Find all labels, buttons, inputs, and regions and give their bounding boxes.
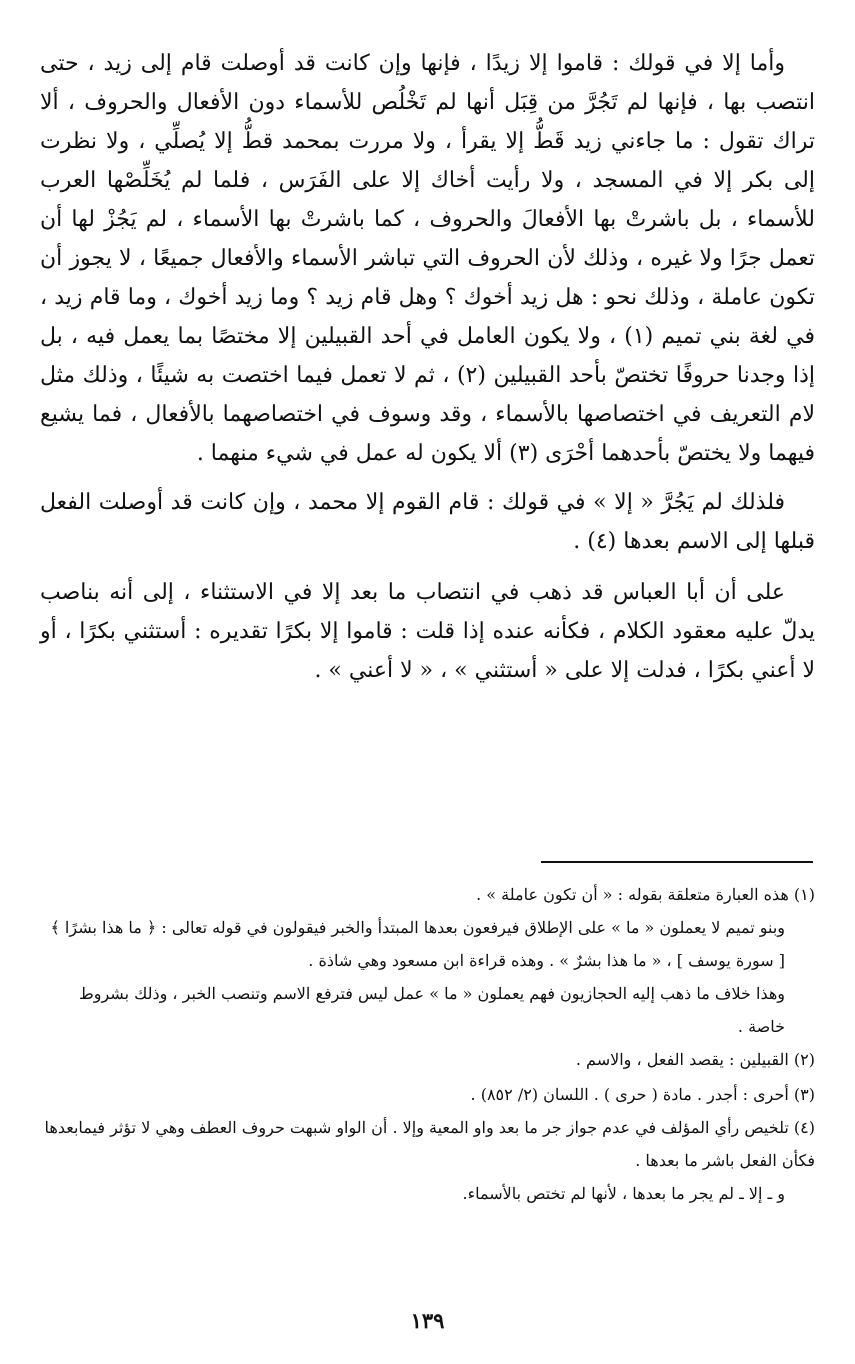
footnote-4-continuation: و ـ إلا ـ لم يجر ما بعدها ، لأنها لم تختص بالأسماء.: [462, 1184, 785, 1203]
footnote-1: (١) هذه العبارة متعلقة بقوله : « أن تكون عاملة » .: [476, 885, 815, 904]
paragraph-3: على أن أبا العباس قد ذهب في انتصاب ما بعد إلا في الاستثناء ، إلى أنه بناصب يدلّ عليه معقود الكلام ، فكأنه عنده إذا قلت : قاموا إلا بكرًا تقديره : أستثني بكرًا ، أو لا أعني بكرًا ، فدلت إلا على « أستثني » ، « لا أعني » .: [40, 580, 815, 683]
footnote-2: (٢) القبيلين : يقصد الفعل ، والاسم .: [575, 1050, 815, 1069]
main-text: [40, 44, 815, 690]
page-number: ١٣٩: [410, 1308, 445, 1333]
footnote-1-continuation: وبنو تميم لا يعملون « ما » على الإطلاق فيرفعون بعدها المبتدأ والخبر فيقولون في قوله تعالى : ﴿ ما هذا بشرًا ﴾ [ سورة يوسف ] ، « ما هذا بشرٌ » . وهذه قراءة ابن مسعود وهي شاذة .: [50, 918, 785, 970]
footnotes: [40, 878, 815, 1210]
footnote-1-continuation: وهذا خلاف ما ذهب إليه الحجازيون فهم يعملون « ما » عمل ليس فترفع الاسم وتنصب الخبر ، وذلك بشروط خاصة .: [78, 984, 785, 1036]
paragraph-2: فلذلك لم يَجُرَّ « إلا » في قولك : قام القوم إلا محمد ، وإن كانت قد أوصلت الفعل قبلها إلى الاسم بعدها (٤) .: [40, 490, 815, 554]
footnote-separator: [541, 861, 813, 863]
paragraph-1: وأما إلا في قولك : قاموا إلا زيدًا ، فإنها وإن كانت قد أوصلت قام إلى زيد ، حتى انتصب بها ، فإنها لم تَجُرَّ من قِبَل أنها لم تَخْلُص للأسماء دون الأفعال والحروف ، ألا تراك تقول : ما جاءني زيد قَطُّ إلا يقرأ ، ولا مررت بمحمد قطُّ إلا يُصلِّي ، ولا نظرت إلى بكر إلا في المسجد ، ولا رأيت أخاك إلا على الفَرَس ، فلما لم يُخَلِّصْها العرب للأسماء ، بل باشرتْ بها الأفعالَ والحروف ، كما باشرتْ بها الأسماء ، لم يَجُزْ لها أن تعمل جرًا ولا غيره ، وذلك لأن الحروف التي تباشر الأسماء والأفعال جميعًا ، لا يجوز أن تكون عاملة ، وذلك نحو : هل زيد أخوك ؟ وهل قام زيد ؟ وما زيد أخوك ، وما قام زيد ، في لغة بني تميم (١) ، ولا يكون العامل في أحد القبيلين إلا مختصًا بما يعمل فيه ، بل إذا وجدنا حروفًا تختصّ بأحد القبيلين (٢) ، ثم لا تعمل فيما اختصت به شيئًا ، وذلك مثل لام التعريف في اختصاصها بالأسماء ، وقد وسوف في اختصاصهما بالأفعال ، فما يشيع فيهما ولا يختصّ بأحدهما أحْرَى (٣) ألا يكون له عمل في شيء منهما .: [40, 51, 815, 466]
footnote-4: (٤) تلخيص رأي المؤلف في عدم جواز جر ما بعد واو المعية وإلا . أن الواو شبهت حروف العطف وهي لا تؤثر فيمابعدها فكأن الفعل باشر ما بعدها .: [44, 1118, 815, 1170]
footnote-3: (٣) أحرى : أجدر . مادة ( حرى ) . اللسان (٢/ ٨٥٢) .: [470, 1085, 815, 1104]
